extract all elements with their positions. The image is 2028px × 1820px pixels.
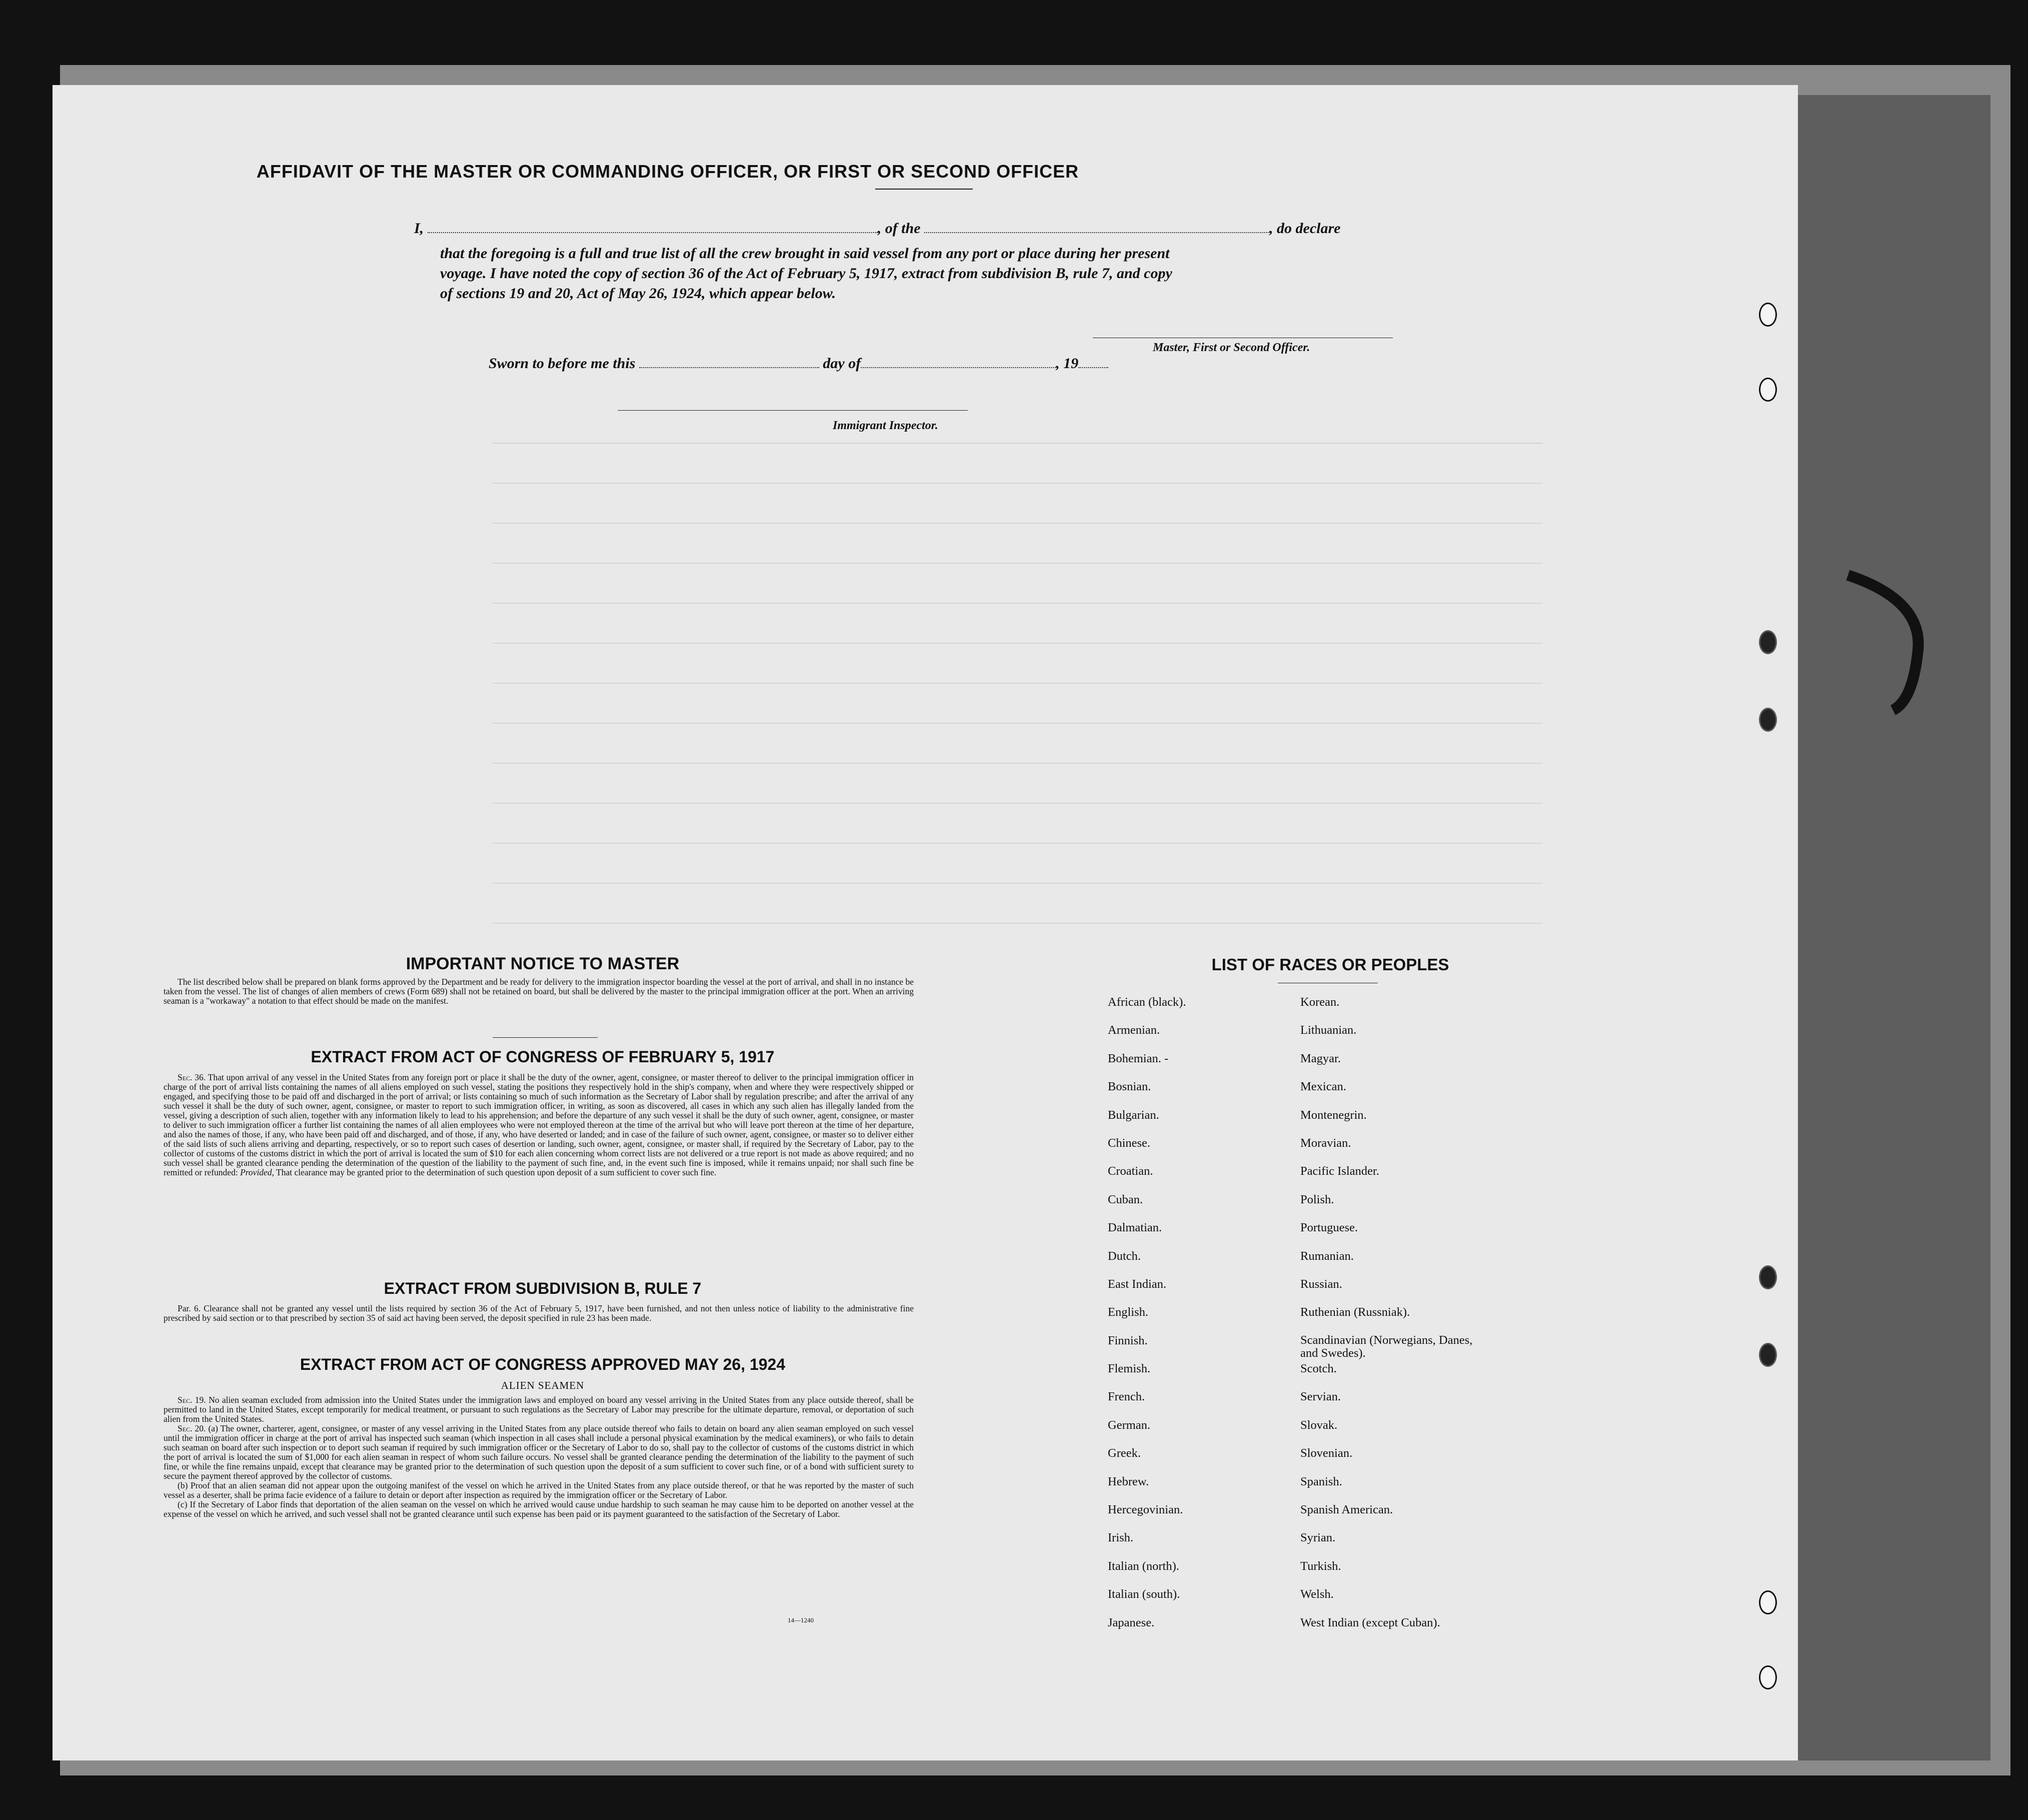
race-item: Magyar. (1300, 1051, 1341, 1065)
extract-rule7-title: EXTRACT FROM SUBDIVISION B, RULE 7 (384, 1279, 702, 1297)
race-item: Dalmatian. (1108, 1221, 1162, 1235)
race-item: Greek. (1108, 1446, 1141, 1460)
manifest-page (53, 85, 1798, 1760)
race-item: Hebrew. (1108, 1474, 1149, 1488)
punch-hole (1759, 1665, 1777, 1689)
race-item: Dutch. (1108, 1249, 1141, 1263)
race-item: Rumanian. (1300, 1249, 1354, 1263)
sworn-line (489, 355, 1108, 372)
sworn-text: Sworn to before me this (489, 355, 636, 372)
race-item: Servian. (1300, 1390, 1341, 1404)
affidavit-line-2: that the foregoing is a full and true list of all the crew brought in said vessel from any port or place during her present (440, 245, 1170, 262)
extract-1917-text (164, 1073, 914, 1177)
race-item: English. (1108, 1305, 1148, 1319)
race-item: Scandinavian (Norwegians, Danes, and Swedes). (1300, 1333, 1473, 1360)
affidavit-line-1 (414, 220, 1340, 237)
races-title: LIST OF RACES OR PEOPLES (1211, 955, 1449, 974)
races-right-column (1300, 995, 1510, 1644)
extract-1924-text (164, 1395, 914, 1519)
race-item: African (black). (1108, 995, 1186, 1009)
punch-hole (1759, 1590, 1777, 1614)
race-item: Welsh. (1300, 1587, 1334, 1601)
affidavit-declare: , do declare (1269, 220, 1341, 237)
race-item: Spanish American. (1300, 1503, 1393, 1517)
punch-hole (1759, 303, 1777, 327)
punch-hole (1759, 378, 1777, 402)
inspector-signature-line[interactable] (618, 410, 968, 411)
sec20a-body: (a) The owner, charterer, agent, consignee, or master of any vessel arriving in the United States from any place outside thereof who fails to detain on board any alien seaman employed on such vessel until the immigration officer in charge at the port of arrival has inspected such seaman (which inspection in all cases shall include a personal physical examination by the medical examiners), or who fails to detain such seaman on board after such inspection or to deport such seaman if required by such immigration officer or the Secretary of Labor to do so, shall pay to the collector of customs of the customs district in which the port of arrival is located the sum of $1,000 for each alien seaman in respect of whom such failure occurs. No vessel shall be granted clearance pending the determination of the liability to the payment of such fine, or while the fine remains unpaid, except that clearance may be granted prior to the determination of such question upon the deposit of a sum sufficient to cover such fine, or of a bond with sufficient surety to secure the payment thereof approved by the collector of customs. (164, 1423, 914, 1481)
year-text: , 19 (1056, 355, 1079, 372)
section-rule (493, 1037, 598, 1038)
race-item: Bohemian. - (1108, 1051, 1169, 1065)
race-item: Finnish. (1108, 1333, 1148, 1347)
alien-seamen-subtitle: ALIEN SEAMEN (501, 1379, 585, 1391)
affidavit-of-the: , of the (877, 220, 921, 237)
affidavit-line-4: of sections 19 and 20, Act of May 26, 1924, which appear below. (440, 285, 836, 302)
race-item: German. (1108, 1418, 1151, 1432)
extract-1924-title: EXTRACT FROM ACT OF CONGRESS APPROVED MAY 26, 1924 (300, 1355, 786, 1373)
inspector-signature-label: Immigrant Inspector. (833, 419, 938, 432)
master-signature-label: Master, First or Second Officer. (1153, 341, 1310, 354)
punch-hole (1759, 1343, 1777, 1367)
races-left-column (1108, 995, 1278, 1644)
race-item: French. (1108, 1390, 1145, 1404)
sec19-label: Sec. 19. (178, 1395, 206, 1405)
notice-paragraph: The list described below shall be prepared on blank forms approved by the Department and be ready for delivery to the immigration inspector boarding the vessel at the port of arrival, and shall in no instance be taken from the vessel. The list of changes of alien members of crews (Form 689) shall not be retained on board, but shall be delivered by the master to the principal immigration officer at the port. When an arriving seaman is a "workaway" a notation to that effect should be made on the manifest. (164, 977, 914, 1006)
rule7-paragraph: Par. 6. Clearance shall not be granted any vessel until the lists required by section 36 of the Act of February 5, 1917, have been furnished, and not then unless notice of liability to the administrative fine prescribed by said section or to that prescribed by section 35 of said act having been served, the deposit specified in rule 23 has been made. (164, 1303, 914, 1323)
sec19-body: No alien seaman excluded from admission into the United States under the immigration laws and employed on board any vessel arriving in the United States from any place outside thereof, shall be permitted to land in the United States, except temporarily for medical treatment, or pursuant to such regulations as the Secretary of Labor may prescribe for the ultimate departure, removal, or deportation of such alien from the United States. (164, 1395, 914, 1424)
race-item: Spanish. (1300, 1474, 1342, 1488)
race-item: Lithuanian. (1300, 1023, 1357, 1037)
year-blank[interactable] (1078, 356, 1108, 368)
punch-hole (1759, 630, 1777, 654)
affidavit-i: I, (414, 220, 424, 237)
race-item: Turkish. (1300, 1559, 1341, 1573)
race-item: Italian (south). (1108, 1587, 1180, 1601)
vessel-blank[interactable] (924, 221, 1269, 233)
race-item: Scotch. (1300, 1362, 1337, 1376)
race-item: Polish. (1300, 1192, 1334, 1206)
sec20c-body: (c) If the Secretary of Labor finds that deportation of the alien seaman on the vessel on which he arrived would cause undue hardship to such seaman he may cause him to be deported on another vessel at the expense of the vessel on which he arrived, and such vessel shall not be granted clearance until such expense has been paid or its payment guaranteed to the satisfaction of the Secretary of Labor. (164, 1499, 914, 1519)
race-item: Russian. (1300, 1277, 1342, 1291)
race-item: Montenegrin. (1300, 1108, 1367, 1122)
pencil-bracket-mark (1843, 485, 1943, 715)
extract-1917-title: EXTRACT FROM ACT OF CONGRESS OF FEBRUARY 5, 1917 (311, 1048, 775, 1066)
race-item: Slovenian. (1300, 1446, 1353, 1460)
name-blank[interactable] (428, 221, 878, 233)
extract-rule7-text (164, 1304, 914, 1323)
race-item: Italian (north). (1108, 1559, 1179, 1573)
race-item: Bulgarian. (1108, 1108, 1159, 1122)
race-item: Armenian. (1108, 1023, 1160, 1037)
race-item: Cuban. (1108, 1192, 1143, 1206)
day-blank[interactable] (639, 356, 819, 368)
race-item: Mexican. (1300, 1080, 1346, 1094)
sec36-label: Sec. 36. (178, 1072, 206, 1082)
month-blank[interactable] (861, 356, 1056, 368)
form-number: 14—1240 (788, 1616, 814, 1624)
punch-hole (1759, 708, 1777, 732)
provided-word: Provided, (240, 1167, 274, 1177)
race-item: Irish. (1108, 1531, 1134, 1545)
backing-shadow (1780, 95, 1990, 1760)
race-item: East Indian. (1108, 1277, 1167, 1291)
affidavit-title: AFFIDAVIT OF THE MASTER OR COMMANDING OFFICER, OR FIRST OR SECOND OFFICER (256, 161, 1079, 182)
notice-title: IMPORTANT NOTICE TO MASTER (406, 954, 680, 973)
race-item: Chinese. (1108, 1136, 1151, 1150)
race-item: Bosnian. (1108, 1080, 1151, 1094)
sec20-label: Sec. 20. (178, 1423, 206, 1433)
sec36-end: That clearance may be granted prior to the determination of such question upon deposit of a sum sufficient to cover such fine. (276, 1167, 717, 1177)
day-of-text: day of (823, 355, 861, 372)
race-item: Korean. (1300, 995, 1340, 1009)
notice-text (164, 977, 914, 1006)
race-item: Slovak. (1300, 1418, 1338, 1432)
race-item: Pacific Islander. (1300, 1164, 1379, 1178)
race-item: Moravian. (1300, 1136, 1351, 1150)
race-item: Hercegovinian. (1108, 1503, 1183, 1517)
race-item: Ruthenian (Russniak). (1300, 1305, 1410, 1319)
title-rule (875, 189, 973, 190)
race-item: Flemish. (1108, 1362, 1151, 1376)
race-item: West Indian (except Cuban). (1300, 1615, 1440, 1629)
race-item: Syrian. (1300, 1531, 1336, 1545)
affidavit-line-3: voyage. I have noted the copy of section 36 of the Act of February 5, 1917, extract from subdivision B, rule 7, and copy (440, 265, 1172, 282)
sec20b-body: (b) Proof that an alien seaman did not appear upon the outgoing manifest of the vessel on which he arrived in the United States from any place outside thereof, or that he was reported by the master of such vessel as a deserter, shall be prima facie evidence of a failure to detain or deport after inspection as required by the immigration officer or the Secretary of Labor. (164, 1480, 914, 1500)
punch-hole (1759, 1265, 1777, 1289)
race-item: Portuguese. (1300, 1221, 1358, 1235)
race-item: Japanese. (1108, 1615, 1155, 1629)
race-item: Croatian. (1108, 1164, 1153, 1178)
sec36-body: That upon arrival of any vessel in the United States from any foreign port or place it shall be the duty of the owner, agent, consignee, or master thereof to deliver to the principal immigration officer in charge of the port of arrival lists containing the names of all aliens employed on such vessel, stating the positions they respectively hold in the ship's company, when and where they were respectively shipped or engaged, and specifying those to be paid off and discharged in the port of arrival; or lists containing so much of such information as the Secretary of Labor shall by regulation prescribe; and after the arrival of any such vessel it shall be the duty of such owner, agent, consignee, or master to report to such immigration officer, in writing, as soon as discovered, all cases in which any such alien has illegally landed from the vessel, giving a description of such alien, together with any information likely to lead to his apprehension; and before the departure of any such vessel it shall be the duty of such owner, agent, consignee, or master to deliver to such immigration officer a further list containing the names of all alien employees who were not employed thereon at the time of the arrival but who will leave port thereon at the time of her departure, and also the names of those, if any, who have been paid off and discharged, and of those, if any, who have deserted or landed; and in case of the failure of such owner, agent, consignee, or master so to deliver either of the said lists of such aliens arriving and departing, respectively, or so to report such cases of desertion or landing, such owner, agent, consignee, or master shall, if required by the Secretary of Labor, pay to the collector of customs of the customs district in which the port of arrival is located the sum of $10 for each alien concerning whom correct lists are not delivered or a true report is not made as above required; and no such vessel shall be granted clearance pending the determination of the question of the liability to the payment of such fine, and, in the event such fine is imposed, while it remains unpaid; nor shall such fine be remitted or refunded: (164, 1072, 914, 1177)
